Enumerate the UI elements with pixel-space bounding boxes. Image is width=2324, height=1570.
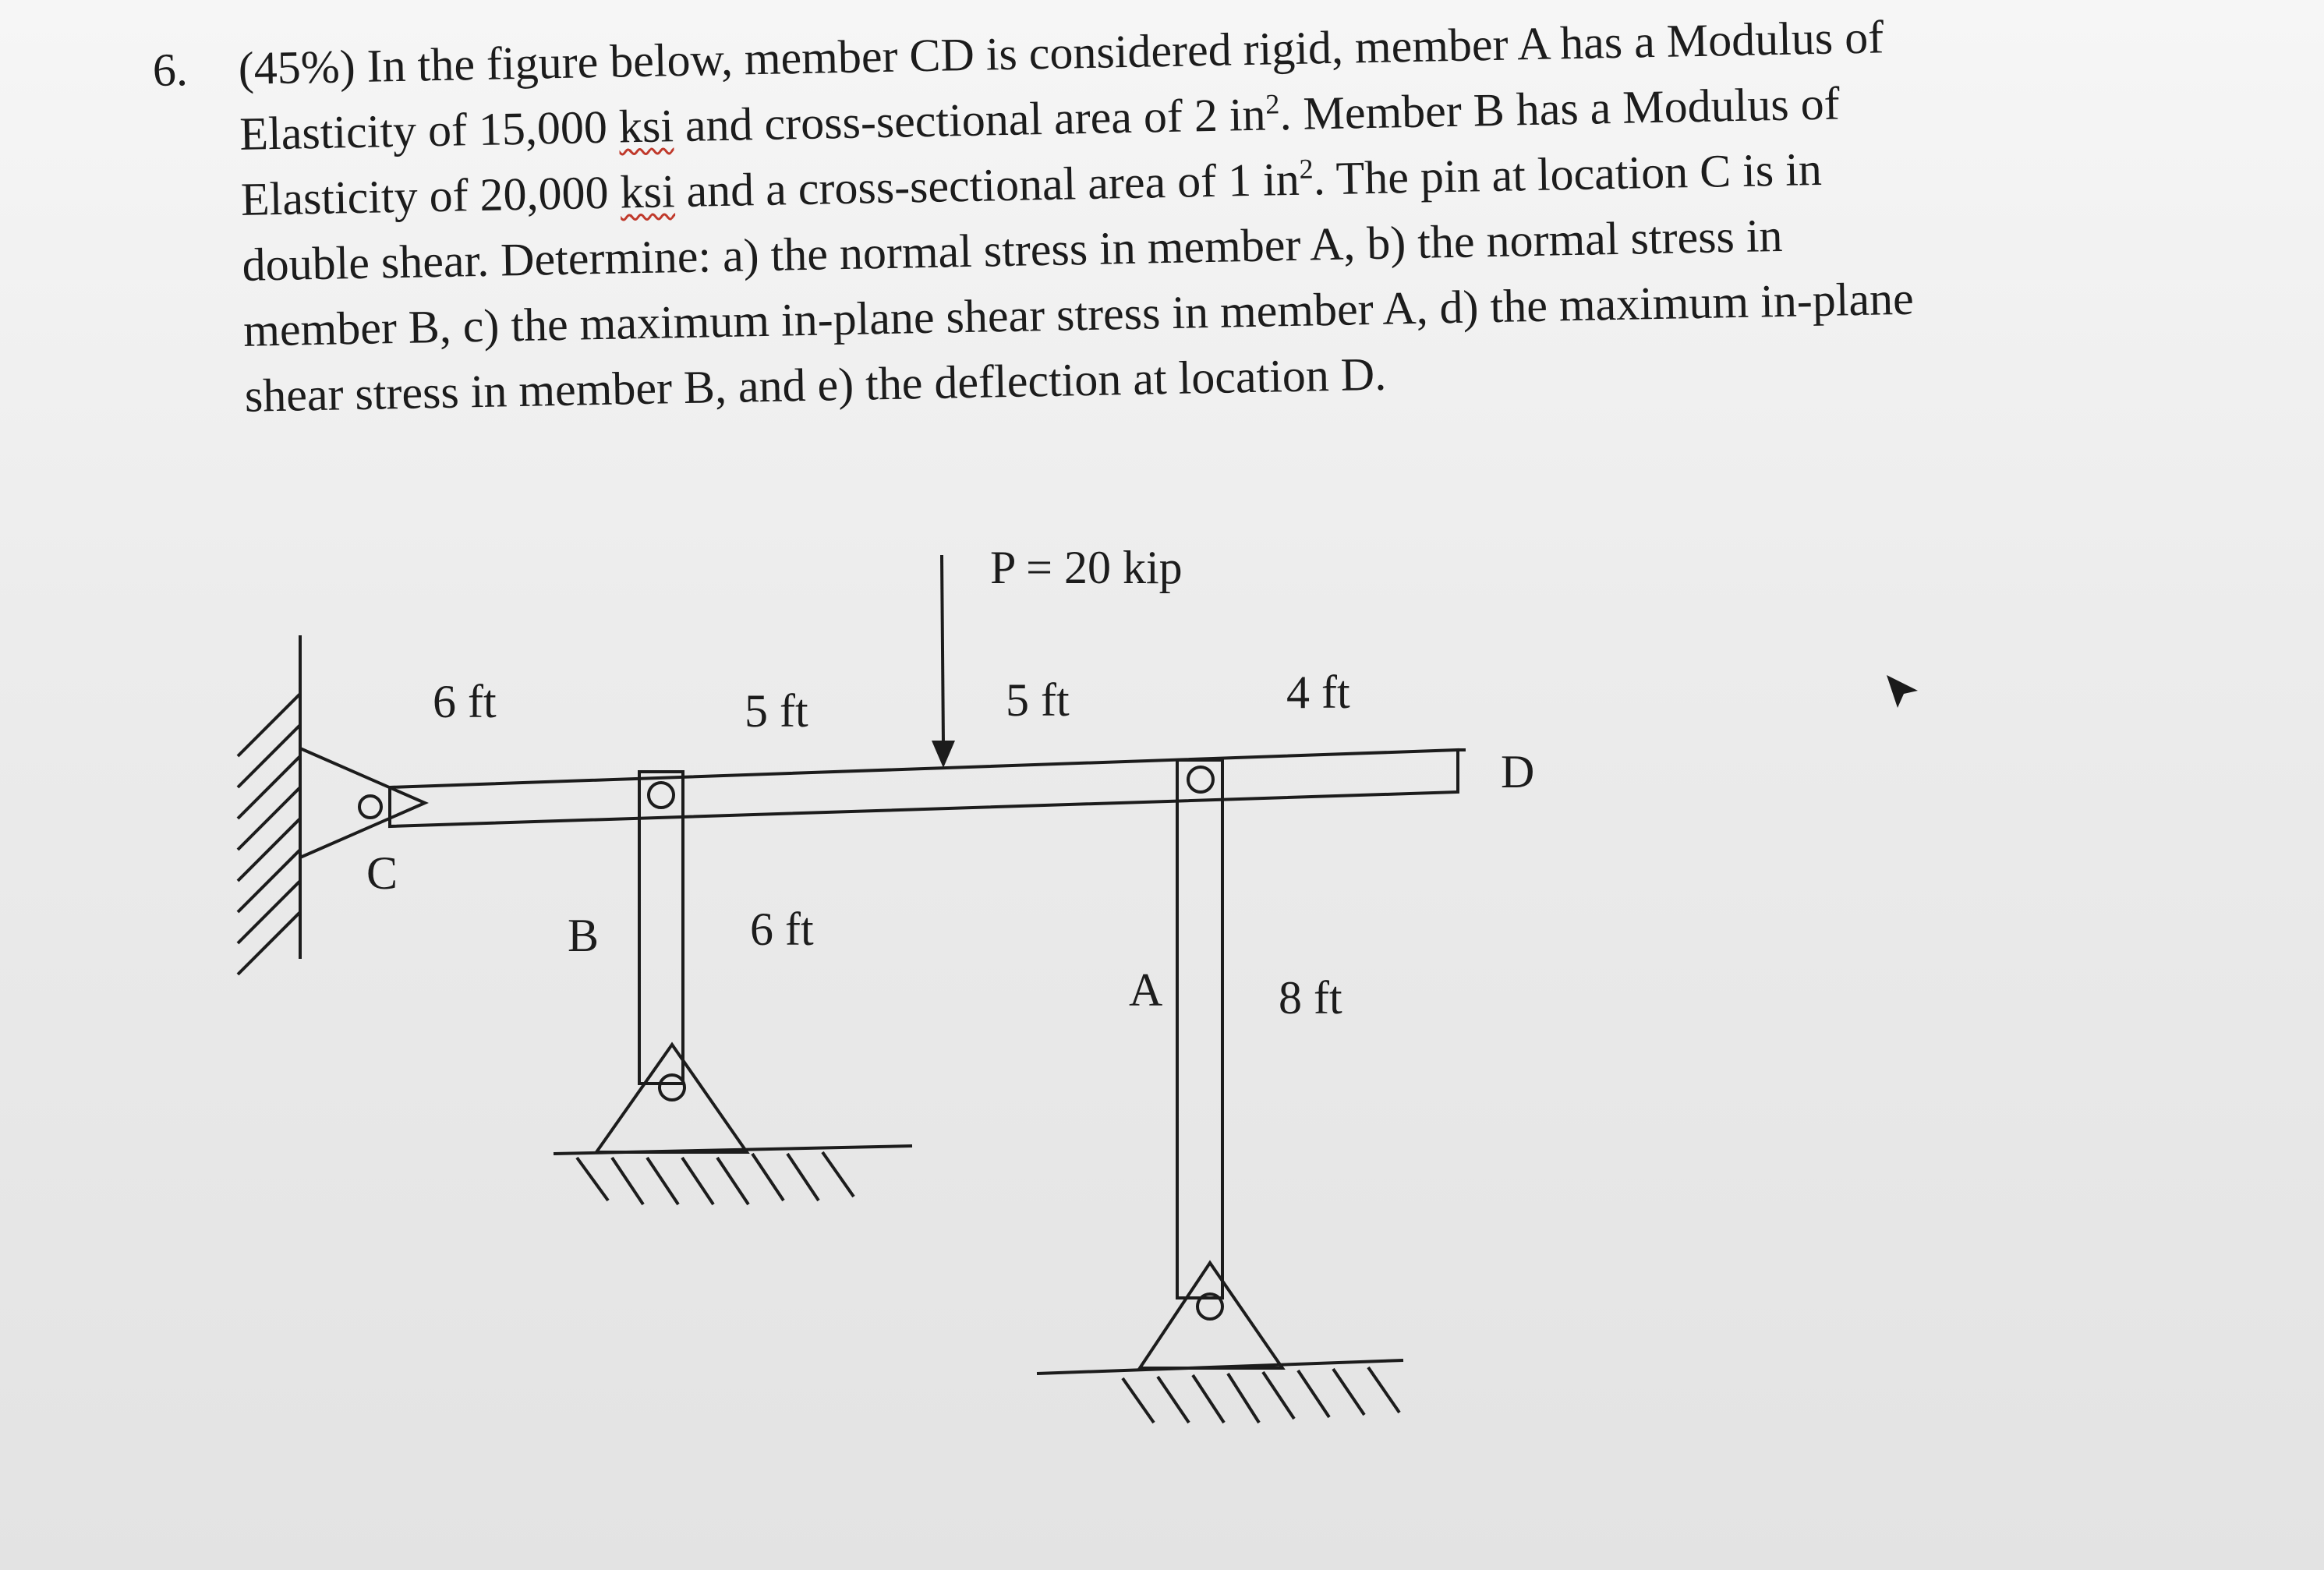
label-b: B [568, 910, 600, 961]
problem-text-2a: Elasticity of 15,000 [239, 101, 620, 160]
length-member-a: 8 ft [1279, 972, 1342, 1024]
dimension-b-to-load: 5 ft [745, 685, 808, 737]
spellcheck-word: ksi [618, 100, 674, 153]
problem-text-5: member B, c) the maximum in-plane shear stress in member A, d) the maximum in-plane [242, 272, 1915, 356]
problem-text-2c: . Member B has a Modulus of [1279, 77, 1841, 140]
dimension-load-to-a: 5 ft [1006, 674, 1070, 726]
label-d: D [1501, 746, 1535, 797]
load-arrow-shaft [942, 555, 943, 744]
dimension-c-to-b: 6 ft [433, 676, 497, 727]
ground-hatch-b [577, 1152, 854, 1204]
ground-hatch-a [1123, 1367, 1399, 1423]
label-c: C [366, 847, 398, 899]
pin-support-c [300, 748, 425, 857]
rigid-member-cd [390, 750, 1458, 826]
pin-b-top [649, 783, 674, 808]
problem-number: 6. [152, 44, 189, 96]
superscript: 2 [1299, 153, 1314, 185]
problem-text-6: shear stress in member B, and e) the deflection at location D. [244, 348, 1387, 422]
problem-text-1: (45%) In the figure below, member CD is considered rigid, member A has a Modulus of [238, 11, 1884, 94]
problem-text-3c: . The pin at location C is in [1313, 143, 1823, 205]
problem-text-4: double shear. Determine: a) the normal stress in member A, b) the normal stress in [241, 209, 1784, 291]
spellcheck-word: ksi [619, 165, 676, 218]
mouse-pointer-icon [1880, 670, 1927, 721]
wall-hatch [238, 694, 300, 974]
load-arrow-head [932, 741, 955, 768]
pin-support-a [1140, 1263, 1282, 1368]
load-label: P = 20 kip [990, 542, 1183, 593]
pin-a-top [1188, 767, 1213, 792]
problem-text-2b: and cross-sectional area of 2 in [673, 88, 1267, 152]
member-a [1177, 760, 1222, 1298]
dimension-a-to-d: 4 ft [1286, 667, 1350, 718]
length-member-b: 6 ft [750, 903, 814, 955]
pin-c [359, 796, 381, 818]
pin-b-bottom [660, 1075, 684, 1100]
problem-text-3a: Elasticity of 20,000 [240, 166, 621, 225]
ground-a [1037, 1360, 1403, 1374]
problem-text-3b: and a cross-sectional area of 1 in [674, 153, 1300, 217]
superscript: 2 [1265, 88, 1280, 120]
label-a: A [1129, 964, 1163, 1016]
